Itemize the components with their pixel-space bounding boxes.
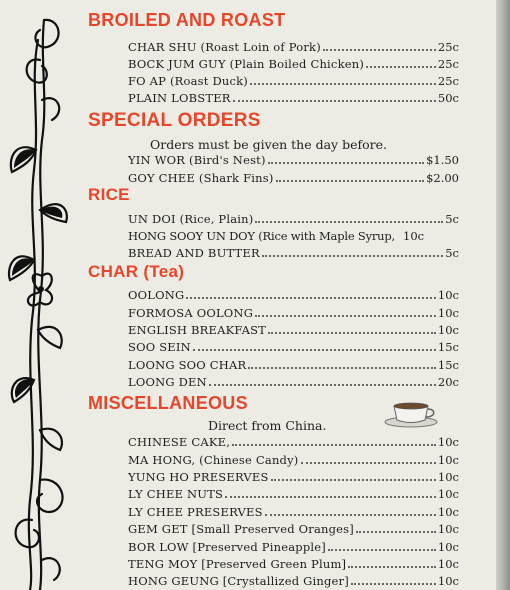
item-price: 10c: [437, 306, 459, 320]
item-price: 10c: [437, 557, 459, 571]
dot-leader: [268, 329, 436, 334]
item-price: 10c: [437, 435, 459, 449]
section-title-rice: RICE: [88, 185, 130, 204]
section-title-miscellaneous: MISCELLANEOUS: [88, 393, 248, 413]
dot-leader: [397, 237, 401, 240]
item-name: LOONG DEN: [128, 375, 207, 389]
item-price: 10c: [403, 229, 425, 243]
item-name: ENGLISH BREAKFAST: [128, 323, 267, 337]
item-price: 25c: [437, 40, 459, 54]
section-title-broiled-and-roast: BROILED AND ROAST: [88, 10, 286, 30]
menu-item: [128, 356, 459, 372]
dot-leader: [186, 294, 436, 299]
dot-leader: [255, 312, 436, 317]
menu-item: [128, 72, 459, 88]
item-price: 15c: [437, 340, 459, 354]
dot-leader: [268, 159, 424, 164]
item-name: UN DOI (Rice, Plain): [128, 212, 254, 226]
dot-leader: [366, 63, 436, 68]
item-price: $1.50: [426, 153, 459, 167]
item-price: 10c: [437, 574, 459, 588]
dot-leader: [232, 441, 436, 446]
dot-leader: [193, 346, 436, 351]
menu-item: [128, 555, 459, 571]
item-name: CHAR SHU (Roast Loin of Pork): [128, 40, 321, 54]
menu-item: [128, 244, 459, 260]
dot-leader: [209, 381, 436, 386]
dot-leader: [262, 252, 443, 257]
item-price: 10c: [437, 470, 459, 484]
item-name: HONG SOOY UN DOY (Rice with Maple Syrup,: [128, 229, 396, 243]
item-price: 10c: [437, 487, 459, 501]
item-name: BREAD AND BUTTER: [128, 246, 260, 260]
item-name: BOCK JUM GUY (Plain Boiled Chicken): [128, 57, 365, 71]
menu-item: [128, 373, 459, 389]
menu-item: [128, 572, 459, 588]
menu-item: [128, 538, 459, 554]
menu-item: [128, 304, 459, 320]
dot-leader: [276, 177, 425, 182]
menu-item: [128, 210, 459, 226]
item-name: YUNG HO PRESERVES: [128, 470, 269, 484]
item-price: 15c: [437, 358, 459, 372]
section-title-char-tea: CHAR (Tea): [88, 262, 185, 281]
item-name: OOLONG: [128, 288, 185, 302]
menu-item: [128, 227, 459, 243]
item-price: 25c: [437, 74, 459, 88]
item-price: 25c: [437, 57, 459, 71]
menu-item: [128, 321, 459, 337]
item-price: 5c: [445, 246, 459, 260]
menu-item: [128, 485, 459, 501]
dot-leader: [248, 364, 436, 369]
item-price: 10c: [437, 522, 459, 536]
section-note: Direct from China.: [208, 418, 327, 433]
dot-leader: [233, 97, 436, 102]
item-price: 50c: [437, 91, 459, 105]
dot-leader: [271, 476, 436, 481]
item-name: FO AP (Roast Duck): [128, 74, 248, 88]
item-name: PLAIN LOBSTER: [128, 91, 231, 105]
dot-leader: [301, 459, 436, 464]
menu-item: [128, 433, 459, 449]
menu-item: [128, 151, 459, 167]
item-name: GOY CHEE (Shark Fins): [128, 171, 274, 185]
menu-item: [128, 520, 459, 536]
item-name: GEM GET [Small Preserved Oranges]: [128, 522, 354, 536]
item-name: FORMOSA OOLONG: [128, 306, 254, 320]
item-name: HONG GEUNG [Crystallized Ginger]: [128, 574, 349, 588]
item-price: 5c: [445, 212, 459, 226]
item-name: BOR LOW [Preserved Pineapple]: [128, 540, 326, 554]
menu-item: [128, 468, 459, 484]
item-name: YIN WOR (Bird's Nest): [128, 153, 266, 167]
item-price: 10c: [437, 323, 459, 337]
menu-item: [128, 286, 459, 302]
dot-leader: [265, 511, 436, 516]
menu-item: [128, 38, 459, 54]
menu-item: [128, 451, 459, 467]
menu-item: [128, 89, 459, 105]
item-price: 10c: [437, 540, 459, 554]
menu-item: [128, 169, 459, 185]
dot-leader: [323, 46, 436, 51]
teacup-icon: [382, 398, 440, 428]
item-name: TENG MOY [Preserved Green Plum]: [128, 557, 347, 571]
menu-item: [128, 55, 459, 71]
section-note: Orders must be given the day before.: [150, 137, 387, 152]
item-name: LY CHEE PRESERVES: [128, 505, 263, 519]
dot-leader: [250, 80, 436, 85]
item-name: CHINESE CAKE,: [128, 435, 231, 449]
dot-leader: [348, 563, 436, 568]
dot-leader: [351, 580, 436, 585]
menu-item: [128, 338, 459, 354]
item-price: 10c: [437, 453, 459, 467]
item-name: SOO SEIN: [128, 340, 191, 354]
section-title-special-orders: SPECIAL ORDERS: [88, 110, 261, 131]
item-price: 10c: [437, 505, 459, 519]
item-name: MA HONG, (Chinese Candy): [128, 453, 299, 467]
dot-leader: [328, 546, 436, 551]
menu-item: [128, 503, 459, 519]
item-price: 10c: [437, 288, 459, 302]
dot-leader: [225, 493, 436, 498]
item-price: 20c: [437, 375, 459, 389]
dot-leader: [255, 218, 443, 223]
dot-leader: [356, 528, 436, 533]
item-name: LY CHEE NUTS: [128, 487, 224, 501]
item-price: $2.00: [426, 171, 459, 185]
item-name: LOONG SOO CHAR: [128, 358, 247, 372]
page-edge-shadow: [496, 0, 510, 590]
